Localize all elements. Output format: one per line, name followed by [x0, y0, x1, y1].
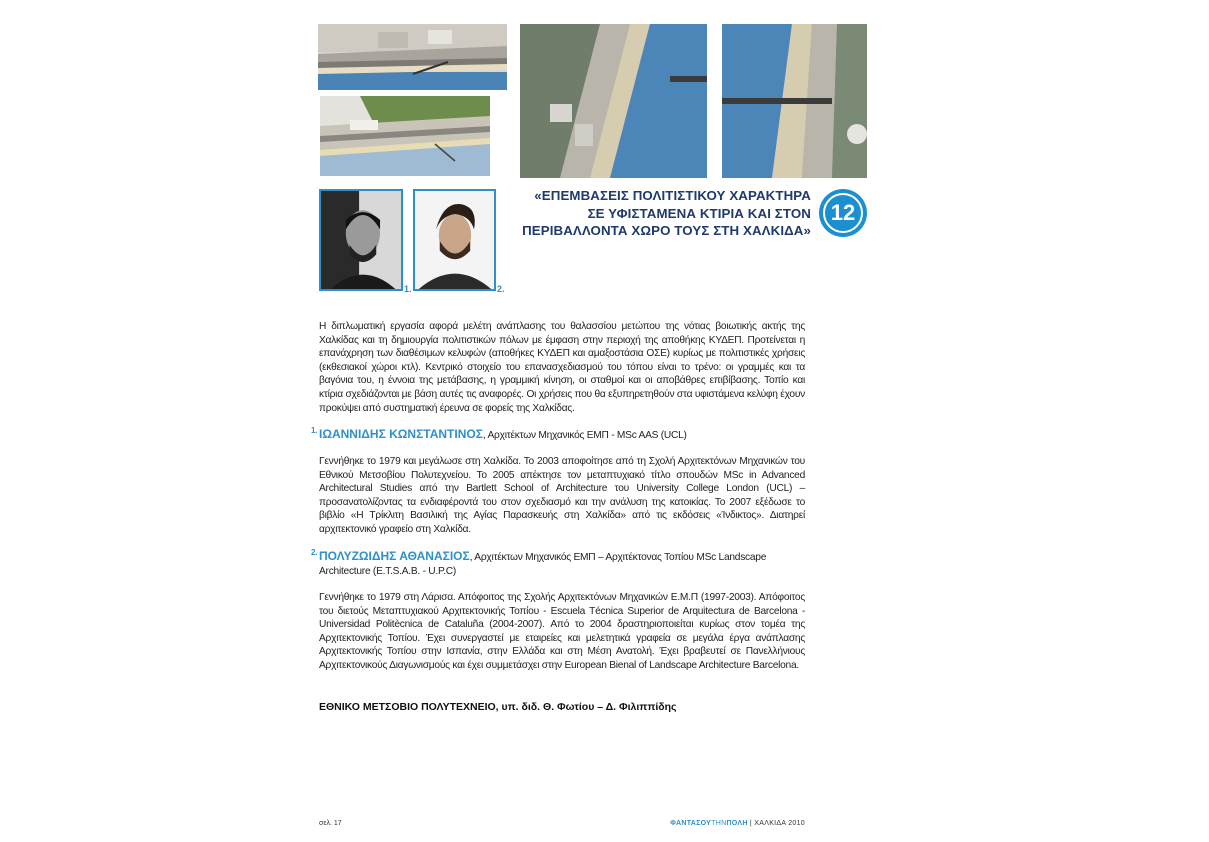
portrait-ioannidis [319, 189, 403, 291]
author-2-name: ΠΟΛΥΖΩΙΔΗΣ ΑΘΑΝΑΣΙΟΣ [319, 549, 470, 563]
author-2-role: , Αρχιτέκτων Μηχανικός ΕΜΠ – Αρχιτέκτονας Τοπίου MSc Landscape Architecture (E.T.S.A.B. - U.P.C) [319, 552, 767, 577]
page-number: σελ. 17 [319, 820, 342, 827]
site-plan-photo [320, 96, 490, 176]
publication-brand [670, 820, 805, 827]
aerial-model-photo-1 [318, 24, 507, 90]
brand-rest: | ΧΑΛΚΙΔΑ 2010 [747, 820, 805, 827]
author-2-mark: 2. [311, 548, 318, 557]
author-1-bio: Γεννήθηκε το 1979 και μεγάλωσε στη Χαλκίδα. Το 2003 αποφοίτησε από τη Σχολή Αρχιτεκτόνων Μηχανικών του Εθνικού Μετσοβίου Πολυτεχνείου. Το 2005 απέκτησε τον μεταπτυχιακό τίτλο σπουδών MSc in Advanced Architectural Studies από την Bartlett School of Architecture του University College London (UCL) – προσανατολίζοντας τα ενδιαφέροντά του στον σχεδιασμό και την ανάλυση της κατοικίας. Το 2007 εξέδωσε το βιβλίο «Η Τρίκλιτη Βασιλική της Αγίας Παρασκευής στη Χαλκίδα» από τις εκδόσεις «Ίνδικτος». Διατηρεί αρχιτεκτονικό γραφείο στη Χαλκίδα. [319, 456, 805, 535]
brand-part-1: ΦΑΝΤΑΣΟΥ [670, 820, 712, 827]
author-1-mark: 1. [311, 426, 318, 435]
title-line-1: «ΕΠΕΜΒΑΣΕΙΣ ΠΟΛΙΤΙΣΤΙΚΟΥ ΧΑΡΑΚΤΗΡΑ [534, 188, 811, 203]
institution-credit: ΕΘΝΙΚΟ ΜΕΤΣΟΒΙΟ ΠΟΛΥΤΕΧΝΕΙΟ, υπ. διδ. Θ. Φωτίου – Δ. Φιλιππίδης [319, 701, 677, 713]
author-1-role: , Αρχιτέκτων Μηχανικός ΕΜΠ - MSc AAS (UCL) [482, 430, 687, 441]
author-1-heading [311, 426, 805, 443]
aerial-model-photo-3 [722, 24, 867, 178]
project-number: 12 [823, 193, 863, 233]
author-2-heading [311, 548, 805, 578]
brand-part-3: ΠΟΛΗ [726, 820, 748, 827]
portrait-label-1: 1. [404, 284, 412, 294]
author-2-bio: Γεννήθηκε το 1979 στη Λάρισα. Απόφοιτος της Σχολής Αρχιτεκτόνων Μηχανικών Ε.Μ.Π (1997-2003). Απόφοιτος του διετούς Μεταπτυχιακού Αρχιτεκτονικής Τοπίου - Escuela Técnica Superior de Arquitectura de Barcelona - Universidad Politècnica de Cataluña (2004-2007). Από το 2004 δραστηριοποιείται κυρίως στον τομέα της Αρχιτεκτονικής Τοπίου. Έχει συνεργαστεί με εταιρείες και μελετητικά γραφεία σε μεγάλα έργα ανάπλασης Αρχιτεκτονικής Τοπίου στην Ισπανία, στην Ελλάδα και στη Μέση Ανατολή. Έχει βραβευτεί σε Πανελλήνιους Αρχιτεκτονικούς Διαγωνισμούς και έχει συμμετάσχει στην European Bienal of Landscape Architecture Barcelona. [319, 592, 805, 671]
portrait-label-2: 2. [497, 284, 505, 294]
portrait-polyzoidis [413, 189, 496, 291]
project-number-badge [819, 189, 867, 237]
author-1-name: ΙΩΑΝΝΙΔΗΣ ΚΩΝΣΤΑΝΤΙΝΟΣ [319, 427, 483, 441]
title-line-3: ΠΕΡΙΒΑΛΛΟΝΤΑ ΧΩΡΟ ΤΟΥΣ ΣΤΗ ΧΑΛΚΙΔΑ» [522, 223, 811, 238]
project-description: Η διπλωματική εργασία αφορά μελέτη ανάπλασης του θαλασσίου μετώπου της νότιας βοιωτικής ακτής της Χαλκίδας και τη δημιουργία πολιτιστικών πόλων με έμφαση στην περιοχή της αποθήκης ΚΥΔΕΠ. Προτείνεται η επανάχρηση των διαθέσιμων κελυφών (αποθήκες ΚΥΔΕΠ και αμαξοστάσια ΟΣΕ) κυρίως με πολιτιστικές χρήσεις (εκθεσιακοί χώροι κτλ). Κεντρικό στοιχείο του επανασχεδιασμού του τόπου είναι το τρένο: οι γραμμές και τα βαγόνια του, η έννοια της μετάβασης, η γραμμική κίνηση, οι σταθμοί και οι αποβάθρες επιβίβασης. Τοπίο και κτίρια σχεδιάζονται με βάση αυτές τις αναφορές. Οι χρήσεις που θα εξυπηρετηθούν στα υφιστάμενα κελύφη έχουν προκύψει από συστηματική έρευνα σε φορείς της Χαλκίδας. [319, 321, 805, 414]
brand-part-2: ΤΗΝ [711, 820, 727, 827]
aerial-model-photo-2 [520, 24, 707, 178]
project-title [513, 187, 811, 240]
title-line-2: ΣΕ ΥΦΙΣΤΑΜΕΝΑ ΚΤΙΡΙΑ ΚΑΙ ΣΤΟΝ [587, 205, 811, 221]
